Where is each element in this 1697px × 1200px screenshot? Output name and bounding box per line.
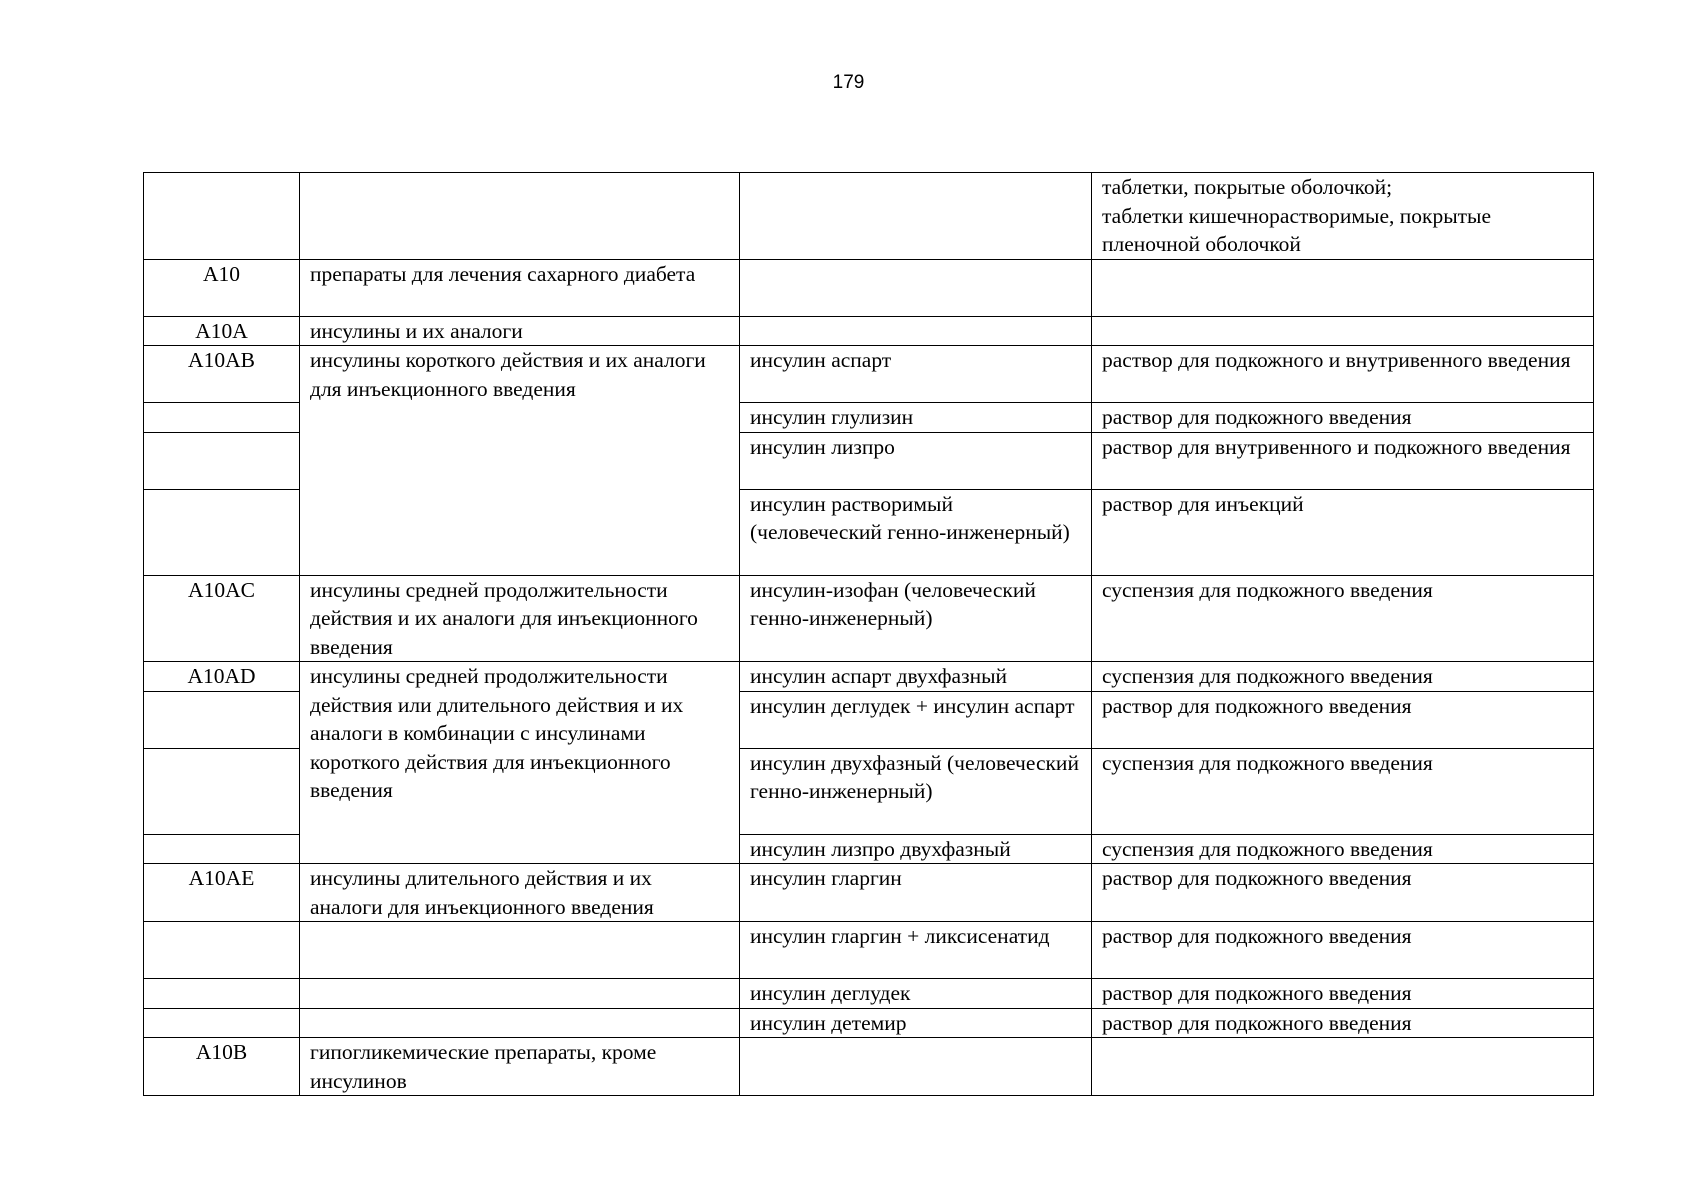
- form-cell: [1092, 662, 1594, 692]
- drug-cell: инсулин гларгин + ликсисенатид: [740, 922, 1092, 979]
- drug-cell: инсулин-изофан (человеческий генно-инженерный): [740, 575, 1092, 662]
- atc-code-cell: A10AE: [144, 864, 300, 922]
- atc-code-cell: [144, 173, 300, 260]
- form-cell: [1092, 259, 1594, 316]
- drug-cell: инсулин деглудек + инсулин аспарт: [740, 691, 1092, 748]
- table-row: [144, 575, 1594, 662]
- drug-cell: [740, 316, 1092, 346]
- form-cell: [1092, 834, 1594, 864]
- drug-cell: [740, 173, 1092, 260]
- drug-cell: инсулин глулизин: [740, 403, 1092, 433]
- form-cell: [1092, 403, 1594, 433]
- table-row: [144, 316, 1594, 346]
- form-line: раствор для подкожного введения: [1102, 981, 1412, 1005]
- atc-code-cell: [144, 834, 300, 864]
- drug-cell: инсулин аспарт: [740, 346, 1092, 403]
- atc-code-cell: [144, 979, 300, 1009]
- group-cell: инсулины и их аналоги: [300, 316, 740, 346]
- form-cell: [1092, 979, 1594, 1009]
- table-row: [144, 864, 1594, 922]
- form-line: таблетки, покрытые оболочкой;: [1102, 175, 1393, 199]
- table-row: [144, 662, 1594, 692]
- form-line: раствор для подкожного введения: [1102, 1010, 1412, 1035]
- atc-code-cell: A10B: [144, 1038, 300, 1096]
- form-cell: [1092, 489, 1594, 575]
- form-line: суспензия для подкожного введения: [1102, 750, 1433, 775]
- table-row: [144, 1008, 1594, 1038]
- atc-code-cell: A10AB: [144, 346, 300, 403]
- atc-code-cell: [144, 432, 300, 489]
- group-cell: [300, 1008, 740, 1038]
- form-cell: [1092, 432, 1594, 489]
- table-row: [144, 259, 1594, 316]
- drug-cell: инсулин лизпро двухфазный: [740, 834, 1092, 864]
- form-line: раствор для подкожного введения: [1102, 924, 1412, 948]
- atc-code-cell: A10A: [144, 316, 300, 346]
- group-cell: [300, 979, 740, 1009]
- atc-code-cell: [144, 691, 300, 748]
- table-row: [144, 173, 1594, 260]
- drug-cell: [740, 259, 1092, 316]
- group-cell: [300, 173, 740, 260]
- group-cell: инсулины средней продолжительности действия или длительного действия и их аналоги в комбинации с инсулинами короткого действия для инъекционного введения: [300, 662, 740, 864]
- drug-classification-table: [143, 172, 1594, 1096]
- atc-code-cell: A10: [144, 259, 300, 316]
- table-row: [144, 979, 1594, 1009]
- drug-cell: [740, 1038, 1092, 1096]
- atc-code-cell: [144, 489, 300, 575]
- group-cell: инсулины короткого действия и их аналоги для инъекционного введения: [300, 346, 740, 576]
- form-line: раствор для подкожного и внутривенного введения: [1102, 348, 1571, 372]
- group-cell: инсулины средней продолжительности действия и их аналоги для инъекционного введения: [300, 575, 740, 662]
- drug-cell: инсулин лизпро: [740, 432, 1092, 489]
- form-cell: [1092, 346, 1594, 403]
- drug-cell: инсулин растворимый (человеческий генно-инженерный): [740, 489, 1092, 575]
- form-cell: [1092, 691, 1594, 748]
- form-cell: [1092, 922, 1594, 979]
- table-row: [144, 346, 1594, 403]
- drug-cell: инсулин деглудек: [740, 979, 1092, 1009]
- table-row: [144, 1038, 1594, 1096]
- group-cell: гипогликемические препараты, кроме инсулинов: [300, 1038, 740, 1096]
- form-line: суспензия для подкожного введения: [1102, 577, 1433, 602]
- form-cell: [1092, 1038, 1594, 1096]
- form-line: раствор для подкожного введения: [1102, 866, 1412, 890]
- drug-cell: инсулин гларгин: [740, 864, 1092, 922]
- form-line: суспензия для подкожного введения: [1102, 836, 1433, 861]
- form-line: раствор для подкожного введения: [1102, 693, 1412, 718]
- form-cell: [1092, 864, 1594, 922]
- form-line: раствор для инъекций: [1102, 491, 1304, 516]
- drug-cell: инсулин двухфазный (человеческий генно-инженерный): [740, 748, 1092, 834]
- form-line: раствор для подкожного введения: [1102, 405, 1412, 429]
- atc-code-cell: A10AD: [144, 662, 300, 692]
- form-cell: [1092, 575, 1594, 662]
- form-line: таблетки кишечнорастворимые, покрытые пленочной оболочкой: [1102, 203, 1492, 256]
- group-cell: инсулины длительного действия и их аналоги для инъекционного введения: [300, 864, 740, 922]
- group-cell: [300, 922, 740, 979]
- drug-cell: инсулин аспарт двухфазный: [740, 662, 1092, 692]
- form-cell: [1092, 748, 1594, 834]
- form-cell: [1092, 1008, 1594, 1038]
- form-cell: [1092, 316, 1594, 346]
- group-cell: препараты для лечения сахарного диабета: [300, 259, 740, 316]
- form-line: раствор для внутривенного и подкожного введения: [1102, 434, 1571, 459]
- table-row: [144, 922, 1594, 979]
- form-line: суспензия для подкожного введения: [1102, 664, 1433, 688]
- page-number: 179: [832, 72, 865, 93]
- atc-code-cell: [144, 922, 300, 979]
- atc-code-cell: [144, 748, 300, 834]
- form-cell: [1092, 173, 1594, 260]
- atc-code-cell: [144, 1008, 300, 1038]
- drug-cell: инсулин детемир: [740, 1008, 1092, 1038]
- atc-code-cell: [144, 403, 300, 433]
- atc-code-cell: A10AC: [144, 575, 300, 662]
